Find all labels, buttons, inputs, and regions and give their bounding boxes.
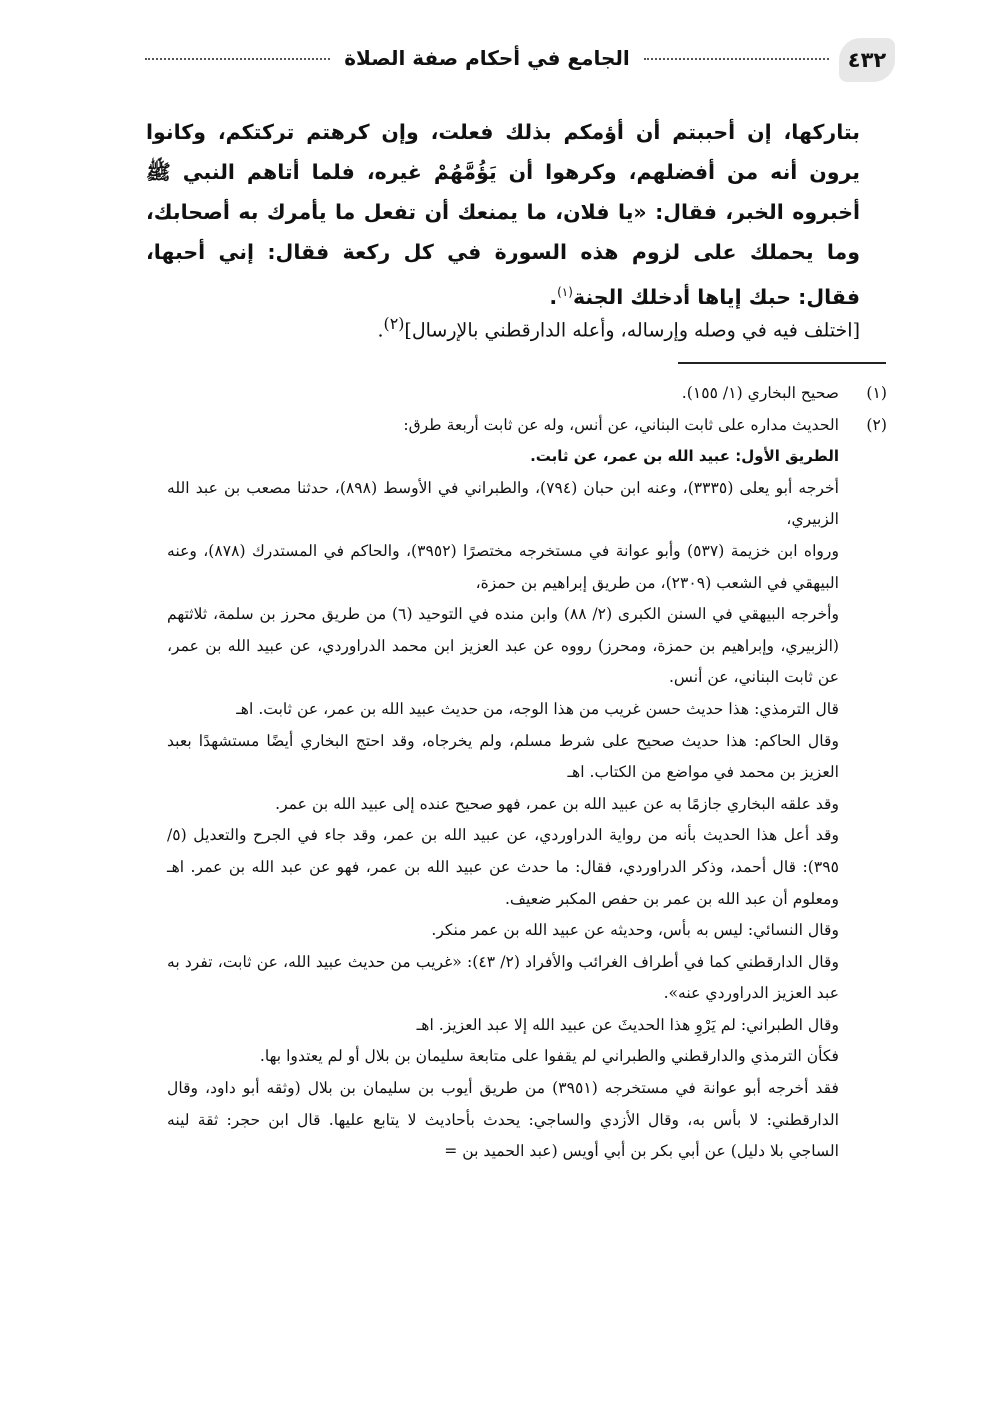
- footnote-ref-1: (١): [557, 285, 573, 299]
- footnote-paragraph: وقال الحاكم: هذا حديث صحيح على شرط مسلم، ولم يخرجاه، وقد احتج البخاري أيضًا مستشهدًا بعبد العزيز بن محمد في مواضع من الكتاب. اهـ: [167, 731, 839, 782]
- footnote-separator: [678, 362, 886, 364]
- footnote-paragraph: الحديث مداره على ثابت البناني، عن أنس، وله عن ثابت أربعة طرق:: [403, 415, 839, 434]
- editor-note-text: [اختلف فيه في وصله وإرساله، وأعله الدارقطني بالإرسال]: [404, 319, 860, 342]
- editor-note: [146, 306, 860, 348]
- footnote-body: [167, 378, 839, 410]
- footnotes: [167, 378, 887, 1168]
- editor-note-end: .: [377, 319, 384, 342]
- footnote-paragraph: وقال الطبراني: لم يَرْوِ هذا الحديثَ عن عبيد الله إلا عبد العزيز. اهـ: [416, 1015, 839, 1034]
- footnote-number: (٢): [866, 415, 887, 434]
- page-header: [145, 38, 895, 82]
- footnote-paragraph: أخرجه أبو يعلى (٣٣٣٥)، وعنه ابن حبان (٧٩٤)، والطبراني في الأوسط (٨٩٨)، حدثنا مصعب بن عبد الله الزبيري،: [167, 478, 839, 529]
- header-rule: [145, 46, 829, 70]
- footnote-paragraph: وقد علقه البخاري جازمًا به عن عبيد الله بن عمر، فهو صحيح عنده إلى عبيد الله بن عمر.: [275, 794, 839, 813]
- footnote-ref-2: (٢): [383, 314, 405, 333]
- footnote-1: [167, 378, 887, 410]
- footnote-paragraph: فقد أخرجه أبو عوانة في مستخرجه (٣٩٥١) من طريق أيوب بن سليمان بن بلال (وثقه أبو داود، وقال الدارقطني: لا بأس به، وقال الأزدي والساجي: يحدث بأحاديث لا يتابع عليها. قال ابن حجر: ثقة لينه الساجي بلا دليل) عن أبي بكر بن أبي أويس (عبد الحميد بن =: [167, 1079, 840, 1161]
- footnote-paragraph: وقد أعل هذا الحديث بأنه من رواية الدراوردي، عن عبيد الله بن عمر، وقد جاء في الجرح والتعديل (٥/ ٣٩٥): قال أحمد، وذكر الدراوردي، فقال: ما حدث عن عبيد الله بن عمر، فهو عن عبد الله بن عمر. اهـ ومعلوم أن عبد الله بن عمر بن حفص المكبر ضعيف.: [167, 826, 839, 908]
- running-title: الجامع في أحكام صفة الصلاة: [330, 46, 644, 70]
- main-text: [146, 112, 860, 317]
- footnote-number: (١): [866, 384, 887, 402]
- footnote-subheading: الطريق الأول: عبيد الله بن عمر، عن ثابت.: [530, 447, 839, 466]
- main-text-body: بتاركها، إن أحببتم أن أؤمكم بذلك فعلت، وإن كرهتم تركتكم، وكانوا يرون أنه من أفضلهم، وكرهوا أن يَؤُمَّهُمْ غيره، فلما أتاهم النبي ﷺ أخبروه الخبر، فقال: «يا فلان، ما يمنعك أن تفعل ما يأمرك به أصحابك، وما يحملك على لزوم هذه السورة في كل ركعة فقال: إني أحبها، فقال: حبك إياها أدخلك الجنة: [146, 120, 860, 309]
- header-dots-left: [145, 58, 330, 60]
- footnote-paragraph: فكأن الترمذي والدارقطني والطبراني لم يقفوا على متابعة سليمان بن بلال أو لم يعتدوا بها.: [259, 1047, 839, 1066]
- main-text-end: .: [549, 284, 558, 309]
- footnote-2: [167, 410, 887, 1168]
- footnote-paragraph: وقال الدارقطني كما في أطراف الغرائب والأفراد (٢/ ٤٣): «غريب من حديث عبيد الله، عن ثابت، تفرد به عبد العزيز الدراوردي عنه».: [167, 952, 839, 1003]
- footnote-paragraph: قال الترمذي: هذا حديث حسن غريب من هذا الوجه، من حديث عبيد الله بن عمر، عن ثابت. اهـ: [236, 699, 839, 718]
- footnote-paragraph: وأخرجه البيهقي في السنن الكبرى (٢/ ٨٨) وابن منده في التوحيد (٦) من طريق محرز بن سلمة، ثلاثتهم (الزبيري، وإبراهيم بن حمزة، ومحرز) رووه عن عبد العزيز ابن محمد الدراوردي، عن عبيد الله بن عمر، عن ثابت البناني، عن أنس.: [167, 605, 839, 687]
- header-dots-right: [644, 58, 829, 60]
- footnote-paragraph: وقال النسائي: ليس به بأس، وحديثه عن عبيد الله بن عمر منكر.: [431, 921, 839, 940]
- footnote-paragraph: صحيح البخاري (١/ ١٥٥).: [681, 384, 839, 402]
- page-number-badge: ٤٣٢: [839, 38, 895, 82]
- footnote-body: [167, 410, 839, 1168]
- footnote-paragraph: ورواه ابن خزيمة (٥٣٧) وأبو عوانة في مستخرجه مختصرًا (٣٩٥٢)، والحاكم في المستدرك (٨٧٨)، وعنه البيهقي في الشعب (٢٣٠٩)، من طريق إبراهيم بن حمزة،: [167, 541, 839, 592]
